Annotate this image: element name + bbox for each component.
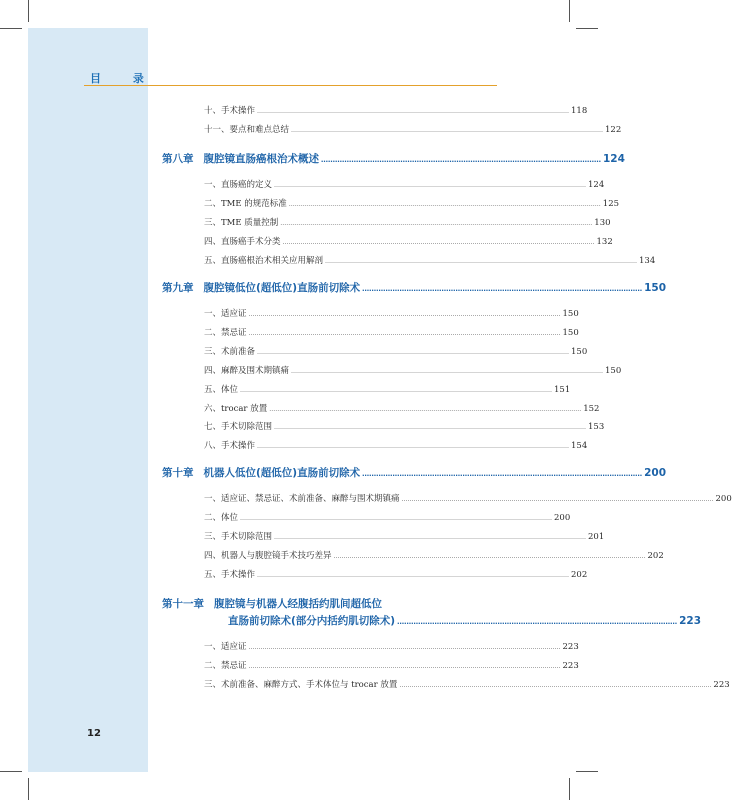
leader-dots: ………………………………………………………………………………………………………………………………………… [399,682,712,689]
toc-entry[interactable] [204,198,620,210]
toc-entry-label: 三、术前准备 [204,347,256,357]
toc-entry-page: 150 [571,347,588,357]
toc-entry-page: 223 [562,661,579,671]
toc-entry-label: 三、术前准备、麻醉方式、手术体位与 trocar 放置 [204,680,398,690]
chapter-number: 第八章 [162,153,194,165]
toc-entry-page: 201 [588,532,605,542]
chapter-page: 200 [644,467,667,479]
toc-entry[interactable] [204,512,571,524]
toc-entry[interactable] [204,403,600,415]
toc-entry-page: 200 [554,513,571,523]
toc-entry-page: 132 [596,237,613,247]
leader-dots: ………………………………………………………………………………………………………………………………………… [257,349,570,356]
toc-entry-label: 二、禁忌证 [204,328,247,338]
toc-entry-label: 五、手术操作 [204,570,256,580]
toc-entry-page: 202 [647,551,664,561]
toc-entry-label: 十一、要点和难点总结 [204,125,290,135]
chapter-number: 第九章 [162,282,194,294]
leader-dots: ………………………………………………………………………………………………………………………………………… [274,424,587,431]
chapter-title-continued: 直肠前切除术(部分内括约肌切除术) [228,615,396,627]
toc-entry-page: 202 [571,570,588,580]
leader-dots: ………………………………………………………………………………………………………………………………………… [333,553,646,560]
toc-entry-page: 152 [583,404,600,414]
leader-dots: ………………………………………………………………………………………………………………………………………… [401,496,714,503]
toc-entry-page: 122 [605,125,622,135]
toc-entry-label: 四、麻醉及围术期镇痛 [204,366,290,376]
toc-entry[interactable] [204,660,579,672]
toc-entry[interactable] [204,440,588,452]
toc-entry[interactable] [204,105,588,117]
toc-entry-page: 118 [571,106,588,116]
toc-chapter-11-line2[interactable] [228,614,702,628]
toc-chapter-8[interactable] [162,152,625,166]
chapter-page: 223 [679,615,702,627]
toc-entry-label: 三、TME 质量控制 [204,218,279,228]
toc-entry-label: 四、机器人与腹腔镜手术技巧差异 [204,551,332,561]
toc-entry-page: 124 [588,180,605,190]
leader-dots: ………………………………………………………………………………………………………………………………………… [269,406,582,413]
leader-dots: ………………………………………………………………………………………………………… [321,156,601,164]
toc-entry-page: 130 [594,218,611,228]
chapter-title: 机器人低位(超低位)直肠前切除术 [203,467,361,479]
leader-dots: ………………………………………………………………………………………………………………………………………… [280,220,593,227]
leader-dots: ………………………………………………………………………………………………………………………………………… [248,644,561,651]
toc-chapter-10[interactable] [162,466,667,480]
toc-entry-page: 151 [554,385,571,395]
toc-entry[interactable] [204,236,613,248]
toc-entry-label: 六、trocar 放置 [204,404,268,414]
leader-dots: ………………………………………………………………………………………………………………………………………… [325,258,638,265]
toc-entry-label: 三、手术切除范围 [204,532,273,542]
toc-entry-label: 一、适应证 [204,309,247,319]
leader-dots: ………………………………………………………………………………………………………………………………………… [248,330,561,337]
toc-chapter-9[interactable] [162,281,667,295]
chapter-page: 124 [603,153,625,165]
leader-dots: ………………………………………………………………………………………………………… [397,618,678,626]
toc-chapter-11-line1[interactable] [162,597,382,611]
leader-dots: ………………………………………………………………………………………………………………………………………… [282,239,595,246]
toc-entry-label: 二、禁忌证 [204,661,247,671]
chapter-title: 腹腔镜直肠癌根治术概述 [203,153,319,165]
toc-entry[interactable] [204,569,588,581]
toc-entry[interactable] [204,421,605,433]
toc-entry-label: 二、TME 的规范标准 [204,199,287,209]
chapter-title: 腹腔镜低位(超低位)直肠前切除术 [203,282,361,294]
toc-entry-label: 十、手术操作 [204,106,256,116]
toc-entry-page: 200 [715,494,732,504]
leader-dots: ………………………………………………………………………………………………………………………………………… [257,108,570,115]
toc-entry-page: 150 [605,366,622,376]
toc-entry-page: 223 [713,680,730,690]
leader-dots: ………………………………………………………………………………………………………………………………………… [248,663,561,670]
toc-entry-page: 134 [639,256,656,266]
leader-dots: ………………………………………………………………………………………………………………………………………… [291,368,604,375]
page-number: 12 [87,728,101,739]
toc-entry[interactable] [204,493,732,505]
toc-entry-label: 八、手术操作 [204,441,256,451]
toc-entry[interactable] [204,327,579,339]
leader-dots: ………………………………………………………………………………………………………………………………………… [274,182,587,189]
toc-entry[interactable] [204,124,622,136]
leader-dots: ………………………………………………………………………………………………………… [362,285,643,293]
toc-entry[interactable] [204,217,611,229]
toc-entry-page: 153 [588,422,605,432]
toc-entry[interactable] [204,679,730,691]
toc-entry[interactable] [204,255,656,267]
leader-dots: ………………………………………………………………………………………………………………………………………… [257,443,570,450]
leader-dots: ………………………………………………………………………………………………………… [362,470,643,478]
leader-dots: ………………………………………………………………………………………………………………………………………… [257,572,570,579]
toc-entry-page: 150 [562,309,579,319]
leader-dots: ………………………………………………………………………………………………………………………………………… [240,515,553,522]
page-header-title: 目 录 [90,72,158,85]
toc-entry-label: 五、直肠癌根治术相关应用解剖 [204,256,324,266]
toc-entry[interactable] [204,179,605,191]
leader-dots: ………………………………………………………………………………………………………………………………………… [248,311,561,318]
chapter-number: 第十章 [162,467,194,479]
toc-entry[interactable] [204,641,579,653]
chapter-page: 150 [644,282,667,294]
chapter-title: 腹腔镜与机器人经腹括约肌间超低位 [214,598,382,610]
toc-entry[interactable] [204,550,664,562]
toc-entry-page: 125 [602,199,620,209]
toc-entry-label: 五、体位 [204,385,239,395]
leader-dots: ………………………………………………………………………………………………………………………………………… [288,201,601,208]
toc-entry-page: 154 [571,441,588,451]
toc-entry-page: 150 [562,328,579,338]
toc-entry-label: 一、适应证、禁忌证、术前准备、麻醉与围术期镇痛 [204,494,400,504]
toc-entry[interactable] [204,308,579,320]
toc-entry[interactable] [204,384,571,396]
toc-entry-label: 二、体位 [204,513,239,523]
toc-entry-label: 一、直肠癌的定义 [204,180,273,190]
toc-entry[interactable] [204,346,588,358]
toc-entry[interactable] [204,531,605,543]
chapter-number: 第十一章 [162,598,204,610]
toc-entry-label: 一、适应证 [204,642,247,652]
toc-entry-page: 223 [562,642,579,652]
leader-dots: ………………………………………………………………………………………………………………………………………… [240,387,553,394]
leader-dots: ………………………………………………………………………………………………………………………………………… [274,534,587,541]
toc-entry[interactable] [204,365,622,377]
toc-entry-label: 四、直肠癌手术分类 [204,237,281,247]
toc-entry-label: 七、手术切除范围 [204,422,273,432]
leader-dots: ………………………………………………………………………………………………………………………………………… [291,127,604,134]
